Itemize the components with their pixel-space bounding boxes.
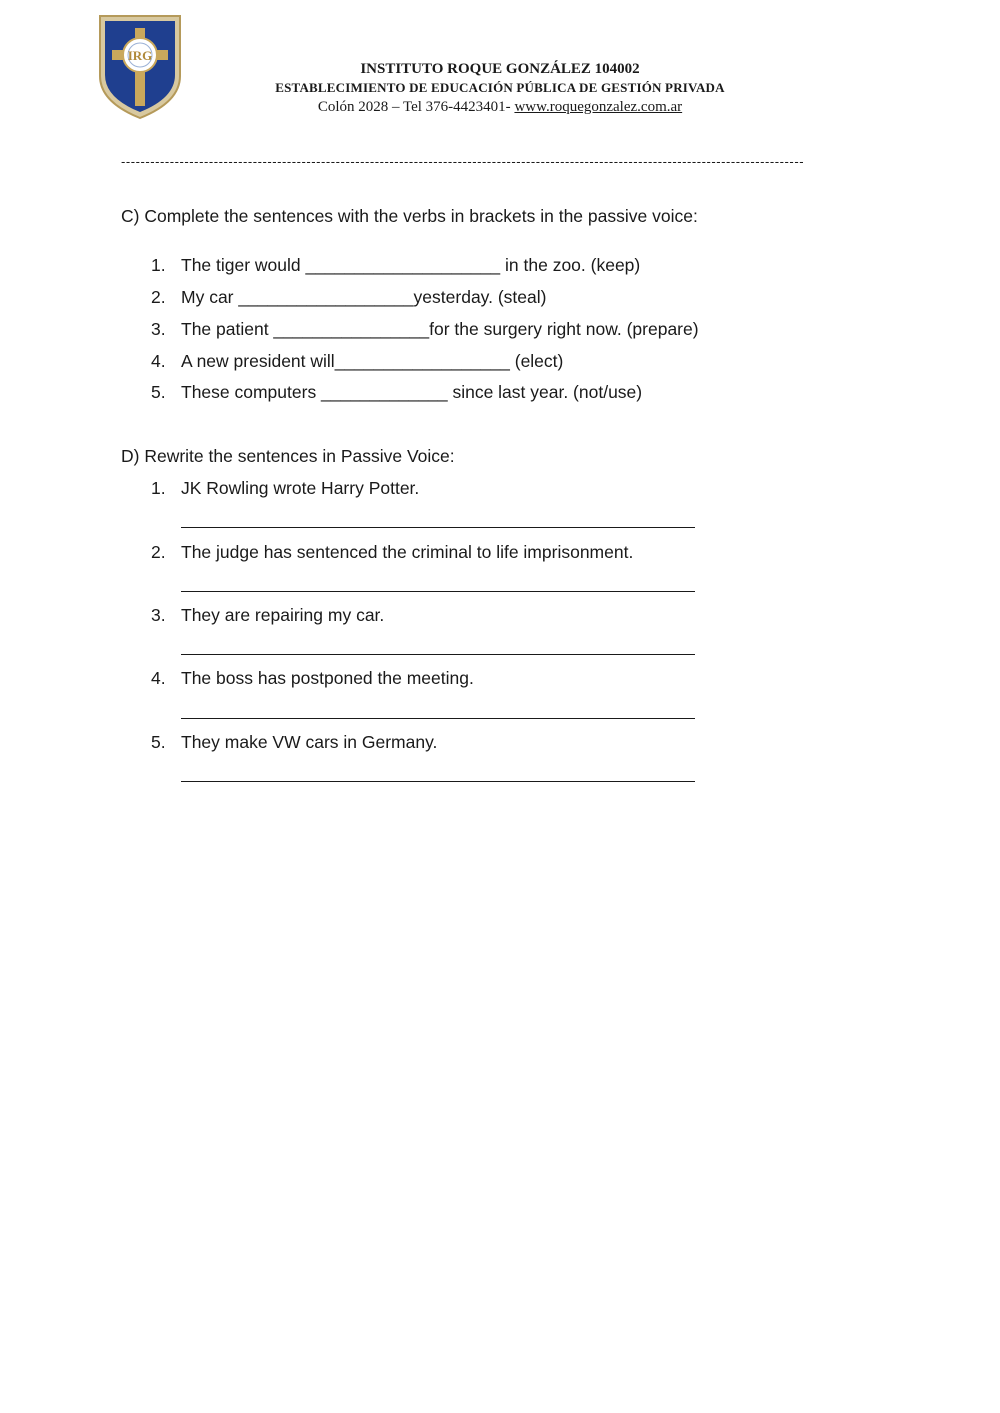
item-text: The judge has sentenced the criminal to life imprisonment. bbox=[181, 542, 634, 562]
item-number: 1. bbox=[151, 255, 166, 275]
item-text: These computers _____________ since last year. (not/use) bbox=[181, 382, 643, 402]
item-text: The tiger would ____________________ in the zoo. (keep) bbox=[181, 255, 641, 275]
section-c-item bbox=[151, 319, 699, 340]
section-d-title: D) Rewrite the sentences in Passive Voice: bbox=[121, 446, 455, 466]
item-text: JK Rowling wrote Harry Potter. bbox=[181, 478, 420, 498]
answer-line[interactable] bbox=[181, 718, 695, 719]
section-c-item bbox=[151, 287, 546, 308]
institution-name: INSTITUTO ROQUE GONZÁLEZ 104002 bbox=[360, 61, 640, 77]
item-text: They make VW cars in Germany. bbox=[181, 732, 438, 752]
item-number: 2. bbox=[151, 287, 166, 307]
svg-text:IRG: IRG bbox=[127, 48, 153, 63]
item-text: My car __________________yesterday. (steal) bbox=[181, 287, 547, 307]
item-number: 4. bbox=[151, 668, 166, 688]
answer-line[interactable] bbox=[181, 781, 695, 782]
section-d-item bbox=[151, 478, 419, 499]
separator-line: -------------------------------------------------------------------------------------------------------------------------------------------- bbox=[121, 154, 805, 169]
website-link[interactable]: www.roquegonzalez.com.ar bbox=[514, 99, 683, 115]
address-text: Colón 2028 – Tel 376-4423401- bbox=[317, 99, 515, 115]
answer-line[interactable] bbox=[181, 591, 695, 592]
section-c-title: C) Complete the sentences with the verbs in brackets in the passive voice: bbox=[121, 206, 698, 226]
item-text: The boss has postponed the meeting. bbox=[181, 668, 474, 688]
section-d-item bbox=[151, 542, 633, 563]
item-number: 1. bbox=[151, 478, 166, 498]
answer-line[interactable] bbox=[181, 527, 695, 528]
item-text: The patient ________________for the surgery right now. (prepare) bbox=[181, 319, 699, 339]
item-number: 4. bbox=[151, 351, 166, 371]
item-number: 3. bbox=[151, 605, 166, 625]
section-c-item bbox=[151, 255, 640, 276]
section-d-item bbox=[151, 605, 384, 626]
section-c-item bbox=[151, 382, 642, 403]
institution-subtitle: ESTABLECIMIENTO DE EDUCACIÓN PÚBLICA DE GESTIÓN PRIVADA bbox=[275, 80, 725, 95]
institution-contact bbox=[100, 99, 900, 116]
item-number: 2. bbox=[151, 542, 166, 562]
section-d-item bbox=[151, 668, 474, 689]
section-c-item bbox=[151, 351, 563, 372]
item-number: 5. bbox=[151, 732, 166, 752]
item-text: They are repairing my car. bbox=[181, 605, 385, 625]
item-text: A new president will__________________ (elect) bbox=[181, 351, 564, 371]
item-number: 5. bbox=[151, 382, 166, 402]
item-number: 3. bbox=[151, 319, 166, 339]
answer-line[interactable] bbox=[181, 654, 695, 655]
section-d-item bbox=[151, 732, 437, 753]
